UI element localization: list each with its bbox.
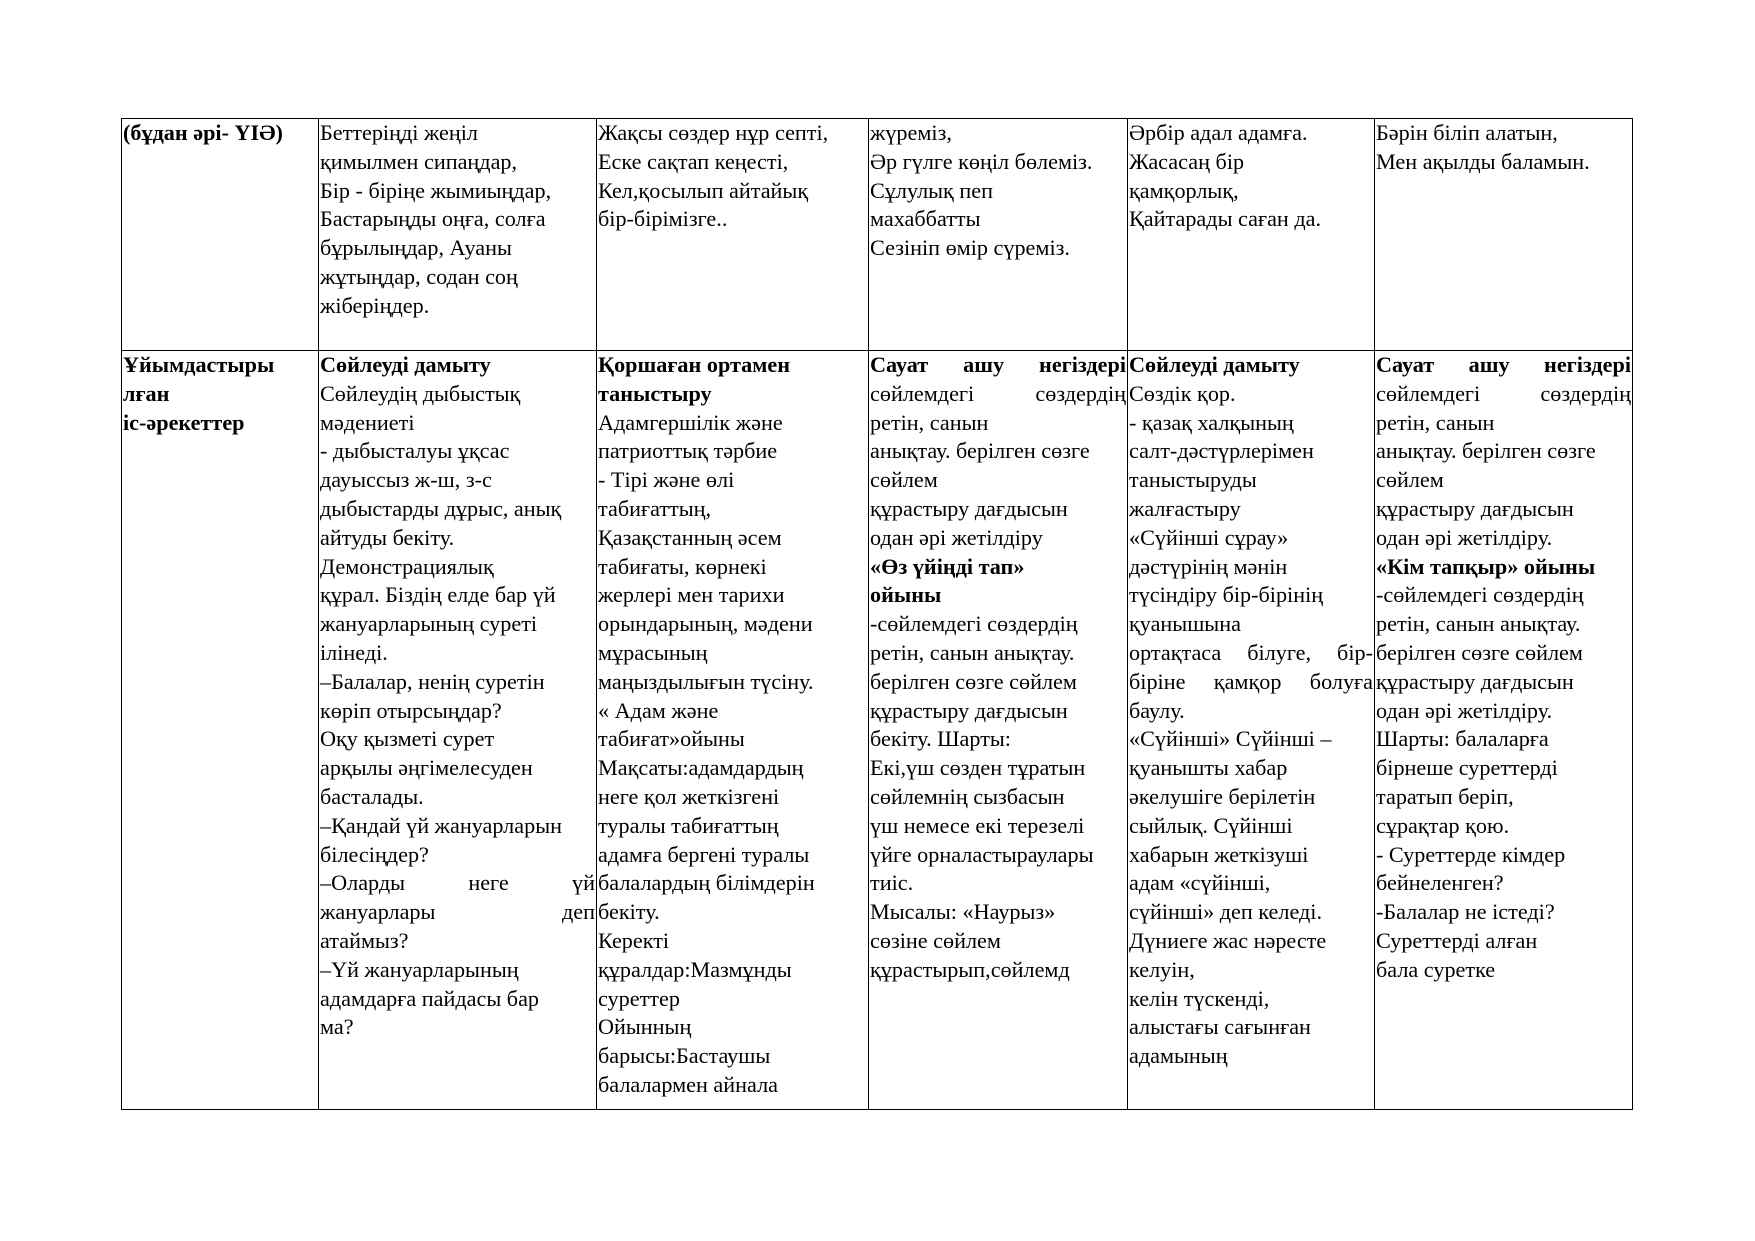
- cell-line: Дүниеге жас нәресте: [1129, 927, 1327, 953]
- cell-line: табиғаттың,: [598, 495, 712, 521]
- cell-line: одан әрі жетілдіру.: [1376, 697, 1553, 723]
- row-label: іс-әрекеттер: [123, 409, 245, 435]
- table-cell: [597, 351, 869, 1110]
- cell-line: анықтау. берілген сөзге: [1376, 438, 1596, 464]
- table-cell: [319, 119, 597, 351]
- cell-line: «Сүйінші сұрау»: [1129, 524, 1289, 550]
- cell-line: берілген сөзге сөйлем: [1376, 639, 1583, 665]
- cell-line: мұрасының: [598, 639, 708, 665]
- cell-line: Еске сақтап кеңесті,: [598, 148, 789, 174]
- cell-line: Ойынның: [598, 1014, 692, 1040]
- table-cell: [597, 119, 869, 351]
- cell-line: одан әрі жетілдіру.: [1376, 524, 1553, 550]
- cell-line: –Үй жануарларының: [320, 956, 519, 982]
- cell-line: маңыздылығын түсіну.: [598, 668, 814, 694]
- cell-heading: таныстыру: [598, 380, 712, 406]
- cell-line: сұрақтар қою.: [1376, 812, 1510, 838]
- cell-line: Суреттерді алған: [1376, 927, 1538, 953]
- cell-line: құралдар:Мазмұнды: [598, 956, 792, 982]
- cell-line: көріп отырсыңдар?: [320, 697, 502, 723]
- cell-line: бекіту.: [598, 899, 660, 925]
- row-label-cell: [122, 351, 319, 1110]
- cell-line: құрастырып,сөйлемд: [870, 956, 1070, 982]
- cell-line: келуін,: [1129, 956, 1195, 982]
- cell-line: адамдарға пайдасы бар: [320, 985, 540, 1011]
- cell-line: арқылы әңгімелесуден: [320, 755, 533, 781]
- cell-line: Оқу қызметі сурет: [320, 726, 495, 752]
- cell-line: сүйінші» деп келеді.: [1129, 899, 1323, 925]
- cell-line: ретін, санын: [870, 409, 989, 435]
- cell-line: жалғастыру: [1129, 495, 1241, 521]
- cell-line: атаймыз?: [320, 927, 409, 953]
- cell-line-justified: жануарлары деп: [320, 899, 595, 925]
- table-cell: [1375, 351, 1633, 1110]
- cell-line: айтуды бекіту.: [320, 524, 455, 550]
- cell-line: жұтыңдар, содан соң: [320, 263, 518, 289]
- cell-line: қимылмен сипаңдар,: [320, 148, 518, 174]
- table-cell: [869, 119, 1128, 351]
- cell-line: дыбыстарды дұрыс, анық: [320, 495, 562, 521]
- cell-line: Қазақстанның әсем: [598, 524, 782, 550]
- cell-line: үйге орналастыраулары: [870, 841, 1094, 867]
- cell-line: анықтау. берілген сөзге: [870, 438, 1090, 464]
- table-row: [122, 351, 1633, 1110]
- cell-heading: Сауат ашу негіздері: [1376, 352, 1631, 377]
- cell-line: неге қол жеткізгені: [598, 783, 780, 809]
- cell-line: тиіс.: [870, 870, 914, 896]
- cell-line: Демонстрациялық: [320, 553, 494, 579]
- cell-line: үш немесе екі терезелі: [870, 812, 1085, 838]
- game-title: «Өз үйіңді тап»: [870, 553, 1025, 579]
- cell-heading: Сөйлеуді дамыту: [320, 352, 491, 377]
- cell-line: сөзіне сөйлем: [870, 927, 1001, 953]
- cell-line: –Балалар, ненің суретін: [320, 668, 545, 694]
- cell-line: құрал. Біздің елде бар үй: [320, 582, 556, 608]
- cell-line: туралы табиғаттың: [598, 812, 779, 838]
- cell-line: -сөйлемдегі сөздердің: [870, 611, 1078, 637]
- cell-line: табиғат»ойыны: [598, 726, 745, 752]
- cell-line: Адамгершілік және: [598, 409, 783, 435]
- cell-line: жүреміз,: [870, 120, 952, 145]
- cell-line: алыстағы сағынған: [1129, 1014, 1311, 1040]
- row-label: лған: [123, 380, 170, 406]
- cell-line: сыйлық. Сүйінші: [1129, 812, 1293, 838]
- cell-line-justified: біріне қамқор болуға: [1129, 668, 1373, 694]
- cell-line: Екі,үш сөзден тұратын: [870, 755, 1086, 781]
- cell-line: дәстүрінің мәнін: [1129, 553, 1288, 579]
- cell-line: Шарты: балаларға: [1376, 726, 1549, 752]
- cell-line: бекіту. Шарты:: [870, 726, 1011, 752]
- cell-line: келін түскенді,: [1129, 985, 1270, 1011]
- cell-line: ретін, санын: [1376, 409, 1495, 435]
- lesson-plan-table: [121, 118, 1633, 1110]
- cell-line: ма?: [320, 1014, 354, 1040]
- cell-line: Кел,қосылып айтайық: [598, 177, 809, 203]
- cell-line: Мысалы: «Наурыз»: [870, 899, 1056, 925]
- cell-line: балалардың білімдерін: [598, 870, 815, 896]
- cell-line: жіберіңдер.: [320, 292, 430, 318]
- cell-line: құрастыру дағдысын: [870, 697, 1068, 723]
- cell-heading: Сауат ашу негіздері: [870, 352, 1126, 377]
- game-title: «Кім тапқыр» ойыны: [1376, 553, 1596, 579]
- table-cell: [1128, 351, 1375, 1110]
- cell-line: Бір - біріңе жымиыңдар,: [320, 177, 552, 203]
- cell-line: баулу.: [1129, 697, 1185, 723]
- cell-line: Жақсы сөздер нұр септі,: [598, 120, 829, 145]
- cell-line-justified: сөйлемдегі сөздердің: [870, 380, 1126, 406]
- cell-line: Сөздік қор.: [1129, 380, 1236, 406]
- cell-line: мәдениеті: [320, 409, 415, 435]
- cell-line: суреттер: [598, 985, 680, 1011]
- cell-line: Сұлулық пеп: [870, 177, 993, 203]
- row-label: (бұдан әрі- ҮІӘ): [123, 120, 283, 145]
- cell-line: « Адам және: [598, 697, 719, 723]
- cell-line: сөйлем: [1376, 467, 1444, 493]
- cell-line: Бастарыңды оңға, солға: [320, 206, 546, 232]
- cell-line: - қазақ халқының: [1129, 409, 1294, 435]
- cell-line: хабарын жеткізуші: [1129, 841, 1309, 867]
- cell-line: салт-дәстүрлерімен: [1129, 438, 1314, 464]
- cell-heading: Қоршаған ортамен: [598, 352, 790, 377]
- cell-line: құрастыру дағдысын: [870, 495, 1068, 521]
- cell-line: бұрылыңдар, Ауаны: [320, 235, 512, 261]
- cell-line: табиғаты, көрнекі: [598, 553, 767, 579]
- cell-line: адамының: [1129, 1043, 1228, 1069]
- cell-line-justified: сөйлемдегі сөздердің: [1376, 380, 1631, 406]
- cell-line: -сөйлемдегі сөздердің: [1376, 582, 1584, 608]
- cell-line: бала суретке: [1376, 956, 1496, 982]
- row-label: Ұйымдастыры: [123, 352, 275, 377]
- cell-line: патриоттық тәрбие: [598, 438, 778, 464]
- cell-line: адам «сүйінші,: [1129, 870, 1271, 896]
- cell-line: басталады.: [320, 783, 424, 809]
- table-cell: [869, 351, 1128, 1110]
- cell-line: одан әрі жетілдіру: [870, 524, 1043, 550]
- cell-line: білесіңдер?: [320, 841, 429, 867]
- cell-line: адамға бергені туралы: [598, 841, 810, 867]
- cell-line: Сөйлеудің дыбыстық: [320, 380, 521, 406]
- cell-line: орындарының, мәдени: [598, 611, 813, 637]
- cell-line: Керекті: [598, 927, 670, 953]
- cell-line: –Қандай үй жануарларын: [320, 812, 562, 838]
- cell-line: Сезініп өмір сүреміз.: [870, 235, 1070, 261]
- cell-line: таныстыруды: [1129, 467, 1257, 493]
- cell-line: қуанышты хабар: [1129, 755, 1288, 781]
- cell-line: әкелушіге берілетін: [1129, 783, 1316, 809]
- cell-line: - Суреттерде кімдер: [1376, 841, 1566, 867]
- cell-line: -Балалар не істеді?: [1376, 899, 1555, 925]
- cell-line: қамқорлық,: [1129, 177, 1239, 203]
- cell-line: бірнеше суреттерді: [1376, 755, 1558, 781]
- cell-line: махаббатты: [870, 206, 981, 232]
- game-title: ойыны: [870, 582, 942, 608]
- cell-line: ілінеді.: [320, 639, 388, 665]
- cell-line: құрастыру дағдысын: [1376, 495, 1574, 521]
- table-cell: [1375, 119, 1633, 351]
- cell-heading: Сөйлеуді дамыту: [1129, 352, 1300, 377]
- cell-line: Мен ақылды баламын.: [1376, 148, 1590, 174]
- cell-line: ретін, санын анықтау.: [1376, 611, 1581, 637]
- cell-line: таратып беріп,: [1376, 783, 1514, 809]
- cell-line-justified: –Оларды неге үй: [320, 870, 595, 896]
- row-label-cell: [122, 119, 319, 351]
- cell-line: ретін, санын анықтау.: [870, 639, 1075, 665]
- cell-line: «Сүйінші» Сүйінші –: [1129, 726, 1332, 752]
- cell-line-justified: ортақтаса білуге, бір-: [1129, 639, 1373, 665]
- cell-line: Әр гүлге көңіл бөлеміз.: [870, 148, 1093, 174]
- table-cell: [319, 351, 597, 1110]
- cell-line: балалармен айнала: [598, 1071, 778, 1097]
- cell-line: жерлері мен тарихи: [598, 582, 785, 608]
- cell-line: Жасасаң бір: [1129, 148, 1245, 174]
- cell-line: берілген сөзге сөйлем: [870, 668, 1077, 694]
- cell-line: барысы:Бастаушы: [598, 1043, 771, 1069]
- cell-line: Мақсаты:адамдардың: [598, 755, 804, 781]
- cell-line: құрастыру дағдысын: [1376, 668, 1574, 694]
- cell-line: сөйлем: [870, 467, 938, 493]
- cell-line: қуанышына: [1129, 611, 1241, 637]
- cell-line: бір-бірімізге..: [598, 206, 728, 232]
- cell-line: Әрбір адал адамға.: [1129, 120, 1308, 145]
- cell-line: дауыссыз ж-ш, з-с: [320, 467, 492, 493]
- cell-line: Бәрін біліп алатын,: [1376, 120, 1558, 145]
- cell-line: жануарларының суреті: [320, 611, 538, 637]
- cell-line: түсіндіру бір-бірінің: [1129, 582, 1324, 608]
- cell-line: - Тірі және өлі: [598, 467, 735, 493]
- cell-line: бейнеленген?: [1376, 870, 1504, 896]
- cell-line: сөйлемнің сызбасын: [870, 783, 1065, 809]
- table-cell: [1128, 119, 1375, 351]
- table-row: [122, 119, 1633, 351]
- cell-line: Беттеріңді жеңіл: [320, 120, 478, 145]
- cell-line: - дыбысталуы ұқсас: [320, 438, 510, 464]
- cell-line: Қайтарады саған да.: [1129, 206, 1322, 232]
